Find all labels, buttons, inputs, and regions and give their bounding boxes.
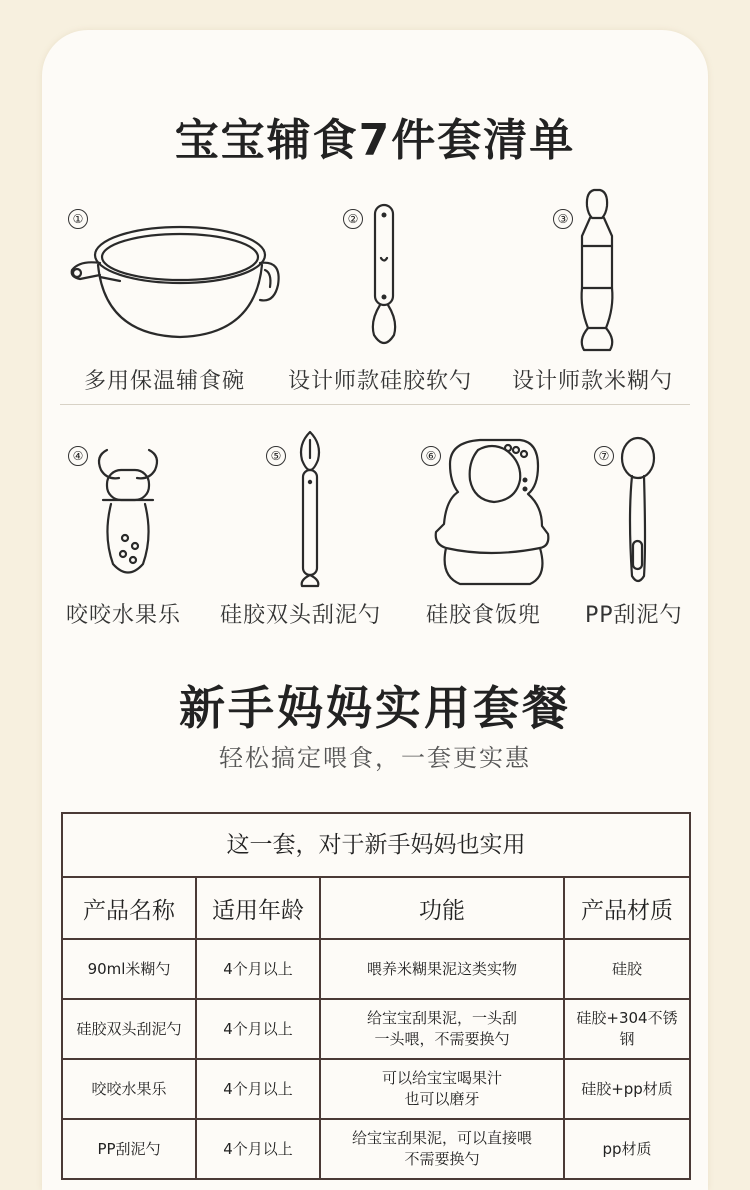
cell-material: 硅胶+304不锈钢 <box>564 999 690 1059</box>
cell-age: 4个月以上 <box>196 1059 320 1119</box>
double-head-spoon-icon <box>290 430 330 590</box>
table-caption-row <box>62 813 690 877</box>
item-number: ② <box>343 209 363 229</box>
item-number: ⑤ <box>266 446 286 466</box>
header-age: 适用年龄 <box>196 877 320 939</box>
function-line: 可以给宝宝喝果汁 <box>381 1069 502 1087</box>
section-subtitle: 轻松搞定喂食，一套更实惠 <box>219 744 531 772</box>
cell-function <box>320 939 564 999</box>
function-line: 也可以磨牙 <box>404 1090 480 1108</box>
table-row <box>62 1059 690 1119</box>
item-label: 设计师款米糊勺 <box>512 369 674 394</box>
cell-function <box>320 1119 564 1179</box>
spec-table <box>61 812 691 1180</box>
table-row <box>62 999 690 1059</box>
function-line: 给宝宝刮果泥，可以直接喂 <box>351 1129 532 1147</box>
item-label: PP刮泥勺 <box>585 603 683 628</box>
item-label: 硅胶双头刮泥勺 <box>220 603 382 628</box>
cell-function <box>320 999 564 1059</box>
cell-name: PP刮泥勺 <box>62 1119 196 1179</box>
table-header-row <box>62 877 690 939</box>
cell-material: pp材质 <box>564 1119 690 1179</box>
divider <box>60 404 690 405</box>
cell-age: 4个月以上 <box>196 939 320 999</box>
cell-material: 硅胶 <box>564 939 690 999</box>
item-label: 设计师款硅胶软勺 <box>288 369 473 394</box>
item-number: ③ <box>553 209 573 229</box>
header-name: 产品名称 <box>62 877 196 939</box>
cell-age: 4个月以上 <box>196 999 320 1059</box>
soft-spoon-icon <box>360 203 410 353</box>
header-material: 产品材质 <box>564 877 690 939</box>
function-line: 喂养米糊果泥这类实物 <box>366 959 517 978</box>
page-title: 宝宝辅食7件套清单 <box>174 115 576 166</box>
function-line: 一头喂，不需要换勺 <box>374 1030 510 1048</box>
bib-icon <box>430 436 555 596</box>
item-number: ① <box>68 209 88 229</box>
fruit-feeder-icon <box>93 446 163 586</box>
table-row <box>62 1119 690 1179</box>
item-label: 咬咬水果乐 <box>66 603 182 628</box>
cell-name: 90ml米糊勺 <box>62 939 196 999</box>
function-line: 给宝宝刮果泥，一头刮 <box>366 1009 517 1027</box>
item-label: 硅胶食饭兜 <box>426 603 542 628</box>
item-number: ⑥ <box>421 446 441 466</box>
item-number: ④ <box>68 446 88 466</box>
bowl-icon <box>60 215 290 345</box>
cell-material: 硅胶+pp材质 <box>564 1059 690 1119</box>
pp-spoon-icon <box>618 436 658 586</box>
section-title: 新手妈妈实用套餐 <box>179 681 571 735</box>
function-line: 不需要换勺 <box>404 1150 480 1168</box>
table-caption: 这一套，对于新手妈妈也实用 <box>62 813 690 877</box>
cell-name: 咬咬水果乐 <box>62 1059 196 1119</box>
item-label: 多用保温辅食碗 <box>84 369 246 394</box>
cell-age: 4个月以上 <box>196 1119 320 1179</box>
table-row <box>62 939 690 999</box>
item-number: ⑦ <box>594 446 614 466</box>
cell-function <box>320 1059 564 1119</box>
rice-spoon-bottle-icon <box>572 188 622 353</box>
header-function: 功能 <box>320 877 564 939</box>
cell-name: 硅胶双头刮泥勺 <box>62 999 196 1059</box>
